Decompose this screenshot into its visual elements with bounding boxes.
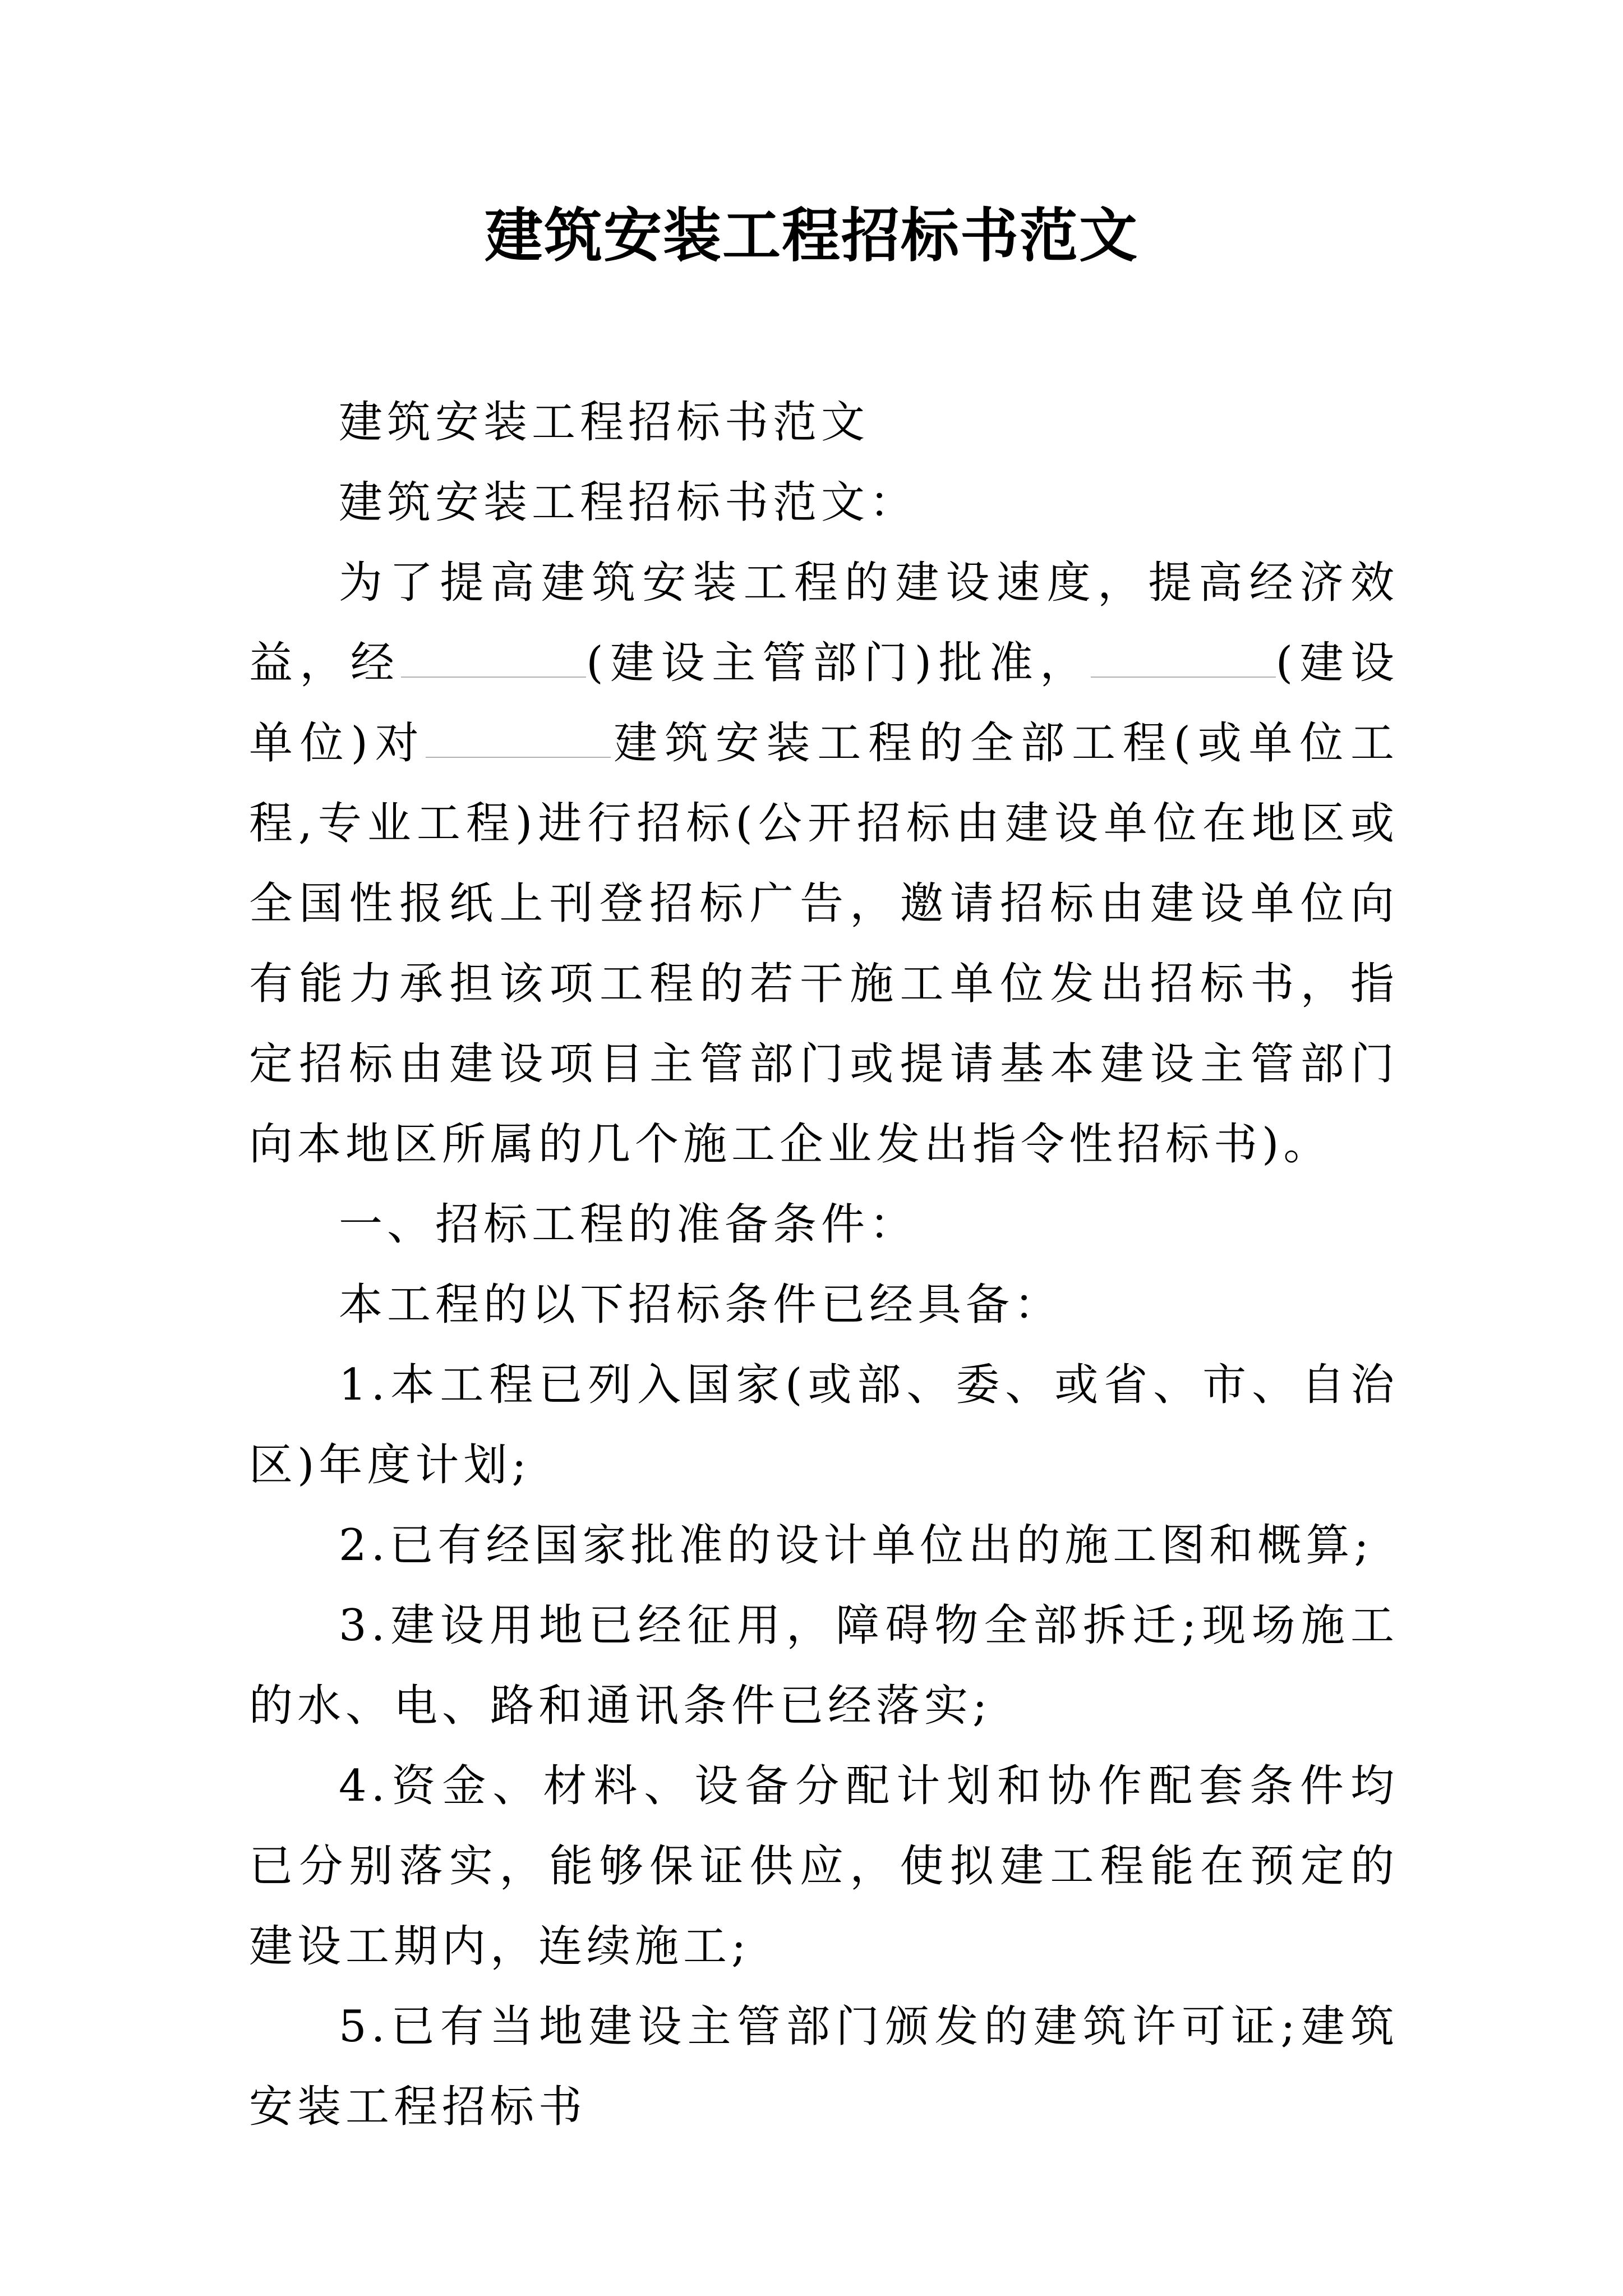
blank-project-name	[426, 723, 611, 758]
intro-text-scope: 建筑安装工程的全部工程(或单位工程,专业工程)进行招标(公开招标由建设单位在地区或全国性报纸上刊登招标广告，邀请招标由建设单位向有能力承担该项工程的若干施工单位发出招标书，指定招标由建设项目主管部门或提请基本建设主管部门向本地区所属的几个施工企业发出指令性招标书)。	[249, 718, 1399, 1170]
intro-text: 为了提高建筑安装工程的建设速度，提高经济效益，经	[249, 558, 1399, 688]
list-item: 3.建设用地已经征用，障碍物全部拆迁;现场施工的水、电、路和通讯条件已经落实;	[249, 1600, 1399, 1731]
section-intro: 本工程的以下招标条件已经具备：	[339, 1280, 1063, 1330]
section-heading: 一、招标工程的准备条件：	[339, 1199, 918, 1250]
list-item: 1.本工程已列入国家(或部、委、或省、市、自治区)年度计划;	[249, 1360, 1399, 1490]
intro-text-approval: (建设主管部门)批准，	[586, 638, 1091, 688]
paragraph-heading-colon: 建筑安装工程招标书范文：	[339, 477, 918, 528]
document-body	[249, 383, 1399, 2147]
blank-approving-department	[401, 643, 586, 678]
list-item: 2.已有经国家批准的设计单位出的施工图和概算;	[339, 1520, 1373, 1571]
list-item: 5.已有当地建设主管部门颁发的建筑许可证;建筑安装工程招标书	[249, 2001, 1399, 2132]
blank-construction-unit	[1091, 643, 1276, 678]
paragraph-heading-repeat: 建筑安装工程招标书范文	[339, 397, 870, 448]
list-item: 4.资金、材料、设备分配计划和协作配套条件均已分别落实，能够保证供应，使拟建工程能在预定的建设工期内，连续施工;	[249, 1761, 1399, 1972]
document-title: 建筑安装工程招标书范文	[484, 201, 1138, 270]
intro-text-unit: (建设单位)对	[249, 638, 1399, 769]
paragraph-intro	[249, 543, 1399, 1185]
